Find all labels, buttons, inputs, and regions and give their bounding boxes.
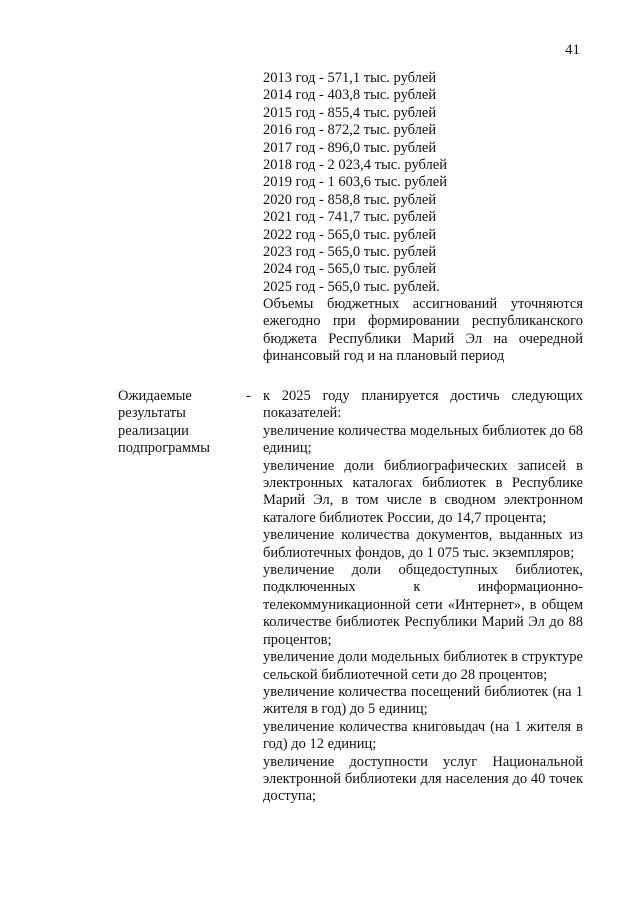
result-item-book-loans: увеличение количества книговыдач (на 1 жителя в год) до 12 единиц;	[263, 718, 583, 753]
result-item-documents-issued: увеличение количества документов, выданных из библиотечных фондов, до 1 075 тыс. экземпляров;	[263, 527, 583, 561]
funding-line-2015: 2015 год - 855,4 тыс. рублей	[263, 104, 437, 121]
label-dash: -	[246, 388, 251, 404]
funding-line-2022: 2022 год - 565,0 тыс. рублей	[263, 226, 437, 243]
funding-line-2018: 2018 год - 2 023,4 тыс. рублей	[263, 157, 447, 174]
expected-results-list	[263, 388, 583, 806]
results-intro: к 2025 году планируется достичь следующих показателей:	[263, 388, 583, 422]
result-item-bibliographic-records: увеличение доли библиографических записей в электронных каталогах библиотек в Республике Марий Эл, в том числе в сводном электронном каталоге библиотек России, до 14,7 процента;	[263, 457, 583, 526]
result-item-national-e-library: увеличение доступности услуг Национальной электронной библиотеки для населения до 40 точек доступа;	[263, 753, 583, 805]
funding-line-2020: 2020 год - 858,8 тыс. рублей	[263, 191, 437, 208]
funding-line-2023: 2023 год - 565,0 тыс. рублей	[263, 244, 437, 261]
funding-line-2013: 2013 год - 571,1 тыс. рублей	[263, 70, 437, 86]
funding-by-year-list	[263, 70, 583, 296]
funding-line-2021: 2021 год - 741,7 тыс. рублей	[263, 209, 437, 226]
expected-results-label: Ожидаемые результаты реализации подпрограммы	[118, 388, 210, 457]
result-item-internet-libraries: увеличение доли общедоступных библиотек, подключенных к информационно-телекоммуникационной сети «Интернет», в общем количестве библиотек Республики Марий Эл до 88 процентов;	[263, 562, 583, 648]
funding-note: Объемы бюджетных ассигнований уточняются ежегодно при формировании республиканского бюджета Республики Марий Эл на очередной финансовый год и на плановый период	[263, 296, 583, 365]
funding-line-2016: 2016 год - 872,2 тыс. рублей	[263, 122, 437, 139]
result-item-model-libraries: увеличение количества модельных библиотек до 68 единиц;	[263, 422, 583, 457]
page-number: 41	[565, 42, 580, 58]
funding-line-2017: 2017 год - 896,0 тыс. рублей	[263, 139, 437, 156]
funding-line-2025: 2025 год - 565,0 тыс. рублей.	[263, 278, 440, 295]
funding-line-2019: 2019 год - 1 603,6 тыс. рублей	[263, 174, 447, 191]
result-item-rural-model-libraries: увеличение доли модельных библиотек в структуре сельской библиотечной сети до 28 процентов;	[263, 649, 583, 683]
funding-line-2024: 2024 год - 565,0 тыс. рублей	[263, 261, 437, 278]
result-item-library-visits: увеличение количества посещений библиотек (на 1 жителя в год) до 5 единиц;	[263, 683, 583, 718]
funding-line-2014: 2014 год - 403,8 тыс. рублей	[263, 87, 437, 104]
